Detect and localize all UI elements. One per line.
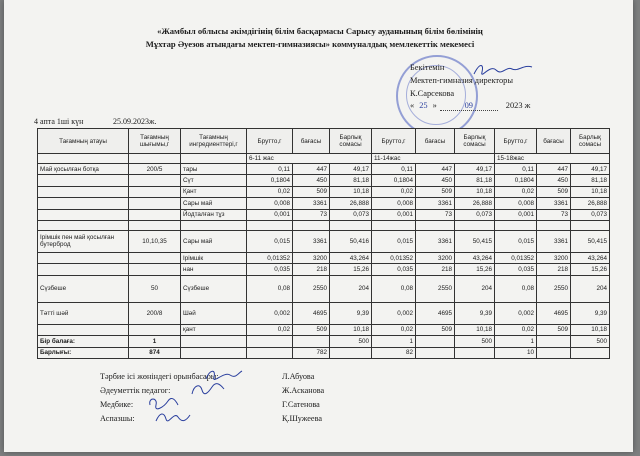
table-cell: 0,002: [495, 302, 537, 324]
table-cell: 50,415: [455, 230, 495, 252]
table-cell: 0,02: [372, 186, 416, 197]
table-row: [38, 220, 610, 230]
table-cell: [129, 324, 181, 335]
table-cell: 0,11: [247, 164, 293, 175]
table-cell: 0,073: [571, 209, 610, 220]
table-cell: [372, 220, 416, 230]
table-cell: 450: [537, 175, 571, 186]
col-header: бағасы: [293, 129, 330, 154]
table-cell: [129, 186, 181, 197]
table-cell: 450: [293, 175, 330, 186]
table-cell: 82: [372, 347, 416, 358]
table-cell: 0,015: [247, 230, 293, 252]
table-cell: [416, 220, 455, 230]
table-cell: 73: [293, 209, 330, 220]
table-cell: 0,008: [247, 198, 293, 209]
table-cell: [537, 336, 571, 347]
table-cell: 0,001: [247, 209, 293, 220]
table-cell: тары: [181, 164, 247, 175]
table-cell: 0,01352: [372, 252, 416, 263]
table-cell: 0,08: [495, 275, 537, 302]
date-year: 2023 ж: [505, 101, 531, 110]
table-cell: 50,415: [571, 230, 610, 252]
table-cell: 2550: [293, 275, 330, 302]
table-cell: 509: [416, 324, 455, 335]
table-row: [38, 198, 610, 209]
table-cell: 0,035: [372, 264, 416, 275]
table-cell: 782: [293, 347, 330, 358]
table-row: [38, 164, 610, 175]
table-cell: 9,39: [455, 302, 495, 324]
table-cell: 10: [495, 347, 537, 358]
table-cell: 9,39: [330, 302, 372, 324]
table-cell: 73: [537, 209, 571, 220]
col-header: Брутто,г: [372, 129, 416, 154]
table-cell: [247, 220, 293, 230]
approval-label: Бекітемін: [410, 63, 445, 72]
table-cell: 73: [416, 209, 455, 220]
table-cell: 509: [537, 324, 571, 335]
table-cell: 0,008: [372, 198, 416, 209]
table-cell: 218: [416, 264, 455, 275]
table-cell: [181, 220, 247, 230]
table-cell: 10,18: [330, 186, 372, 197]
table-header-row: [38, 129, 610, 154]
table-cell: 26,888: [330, 198, 372, 209]
approval-date: [410, 101, 530, 111]
table-row: [38, 264, 610, 275]
table-cell: Барлығы:: [38, 347, 129, 358]
table-cell: [38, 252, 129, 263]
table-cell: 1: [372, 336, 416, 347]
table-cell: 15,26: [455, 264, 495, 275]
table-cell: 0,015: [495, 230, 537, 252]
table-cell: Сары май: [181, 198, 247, 209]
header-line-1: «Жамбыл облысы әкімдігінің білім басқармасы Сарысу ауданының білім бөлімінің: [157, 26, 483, 36]
age-group-label: 15-18жас: [495, 154, 610, 164]
table-cell: 2550: [416, 275, 455, 302]
table-cell: [455, 347, 495, 358]
table-cell: [38, 209, 129, 220]
table-cell: Ірімшік: [181, 252, 247, 263]
table-cell: Тәтті шәй: [38, 302, 129, 324]
table-cell: [416, 336, 455, 347]
table-cell: [537, 347, 571, 358]
table-cell: [129, 252, 181, 263]
table-cell: 26,888: [455, 198, 495, 209]
table-cell: 0,08: [247, 275, 293, 302]
table-cell: 218: [293, 264, 330, 275]
table-cell: [455, 220, 495, 230]
document-page: [4, 0, 633, 452]
table-row: [38, 175, 610, 186]
date-month: 09: [440, 101, 498, 111]
table-cell: 0,073: [455, 209, 495, 220]
table-row: [38, 230, 610, 252]
table-cell: 0,073: [330, 209, 372, 220]
col-header: Тағамның шығымы,г: [129, 129, 181, 154]
table-cell: Сары май: [181, 230, 247, 252]
table-cell: 500: [330, 336, 372, 347]
table-row: [38, 275, 610, 302]
pedagogue-signature: [190, 381, 226, 397]
table-cell: [38, 186, 129, 197]
table-cell: [247, 347, 293, 358]
table-cell: [38, 198, 129, 209]
table-cell: 1: [495, 336, 537, 347]
table-cell: 49,17: [330, 164, 372, 175]
signature-name: Г.Сатенова: [282, 400, 320, 409]
table-cell: [129, 220, 181, 230]
table-row: [38, 347, 610, 358]
col-header: Барлық сомасы: [571, 129, 610, 154]
table-cell: 15,26: [330, 264, 372, 275]
table-cell: Ірімшік пен май қосылған бутерброд: [38, 230, 129, 252]
table-cell: 447: [537, 164, 571, 175]
table-cell: 4695: [537, 302, 571, 324]
table-cell: 10,18: [455, 324, 495, 335]
table-row: [38, 209, 610, 220]
table-cell: 43,264: [330, 252, 372, 263]
table-cell: [129, 175, 181, 186]
table-cell: 10,18: [571, 324, 610, 335]
table-cell: [537, 220, 571, 230]
table-cell: қант: [181, 324, 247, 335]
date-day: 25: [419, 101, 428, 110]
table-cell: [38, 264, 129, 275]
col-header: Тағамның атауы: [38, 129, 129, 154]
table-row: [38, 336, 610, 347]
table-cell: Сүзбеше: [38, 275, 129, 302]
age-group-row: [38, 154, 610, 164]
table-cell: 204: [571, 275, 610, 302]
table-cell: нан: [181, 264, 247, 275]
week-day-label: 4 апта 1ші күн: [34, 117, 84, 126]
table-cell: [416, 347, 455, 358]
table-cell: 0,1804: [495, 175, 537, 186]
table-cell: 509: [293, 186, 330, 197]
table-cell: 509: [416, 186, 455, 197]
table-cell: 10,18: [455, 186, 495, 197]
table-cell: [181, 347, 247, 358]
table-cell: 874: [129, 347, 181, 358]
table-cell: 4695: [293, 302, 330, 324]
table-cell: 0,1804: [372, 175, 416, 186]
table-cell: 0,035: [495, 264, 537, 275]
table-cell: 3361: [537, 230, 571, 252]
table-row: [38, 186, 610, 197]
table-cell: 43,264: [571, 252, 610, 263]
approval-name: К.Сарсекова: [410, 89, 455, 98]
table-cell: 9,39: [571, 302, 610, 324]
table-cell: 218: [537, 264, 571, 275]
table-cell: 49,17: [455, 164, 495, 175]
signature-role: Аспазшы:: [100, 414, 135, 423]
table-cell: [38, 324, 129, 335]
table-cell: 200/5: [129, 164, 181, 175]
table-cell: 0,1804: [247, 175, 293, 186]
table-cell: 10,18: [330, 324, 372, 335]
table-cell: 43,264: [455, 252, 495, 263]
table-cell: 0,01352: [247, 252, 293, 263]
table-cell: [330, 347, 372, 358]
table-cell: 0,001: [372, 209, 416, 220]
signature-name: Л.Абуова: [282, 372, 315, 381]
table-cell: 509: [537, 186, 571, 197]
table-cell: 2550: [537, 275, 571, 302]
table-cell: 450: [416, 175, 455, 186]
signature-role: Әдеуметтік педагог:: [100, 386, 171, 395]
table-cell: [129, 198, 181, 209]
table-cell: 0,02: [247, 324, 293, 335]
table-cell: [129, 264, 181, 275]
table-cell: 81,18: [571, 175, 610, 186]
table-cell: 500: [455, 336, 495, 347]
table-cell: [571, 347, 610, 358]
table-cell: 49,17: [571, 164, 610, 175]
table-cell: Май қосылған ботқа: [38, 164, 129, 175]
table-cell: 0,001: [495, 209, 537, 220]
col-header: Барлық сомасы: [330, 129, 372, 154]
table-cell: 3361: [293, 230, 330, 252]
table-cell: [247, 336, 293, 347]
table-cell: 0,01352: [495, 252, 537, 263]
table-cell: 0,02: [495, 324, 537, 335]
table-cell: 3361: [416, 198, 455, 209]
table-cell: [293, 220, 330, 230]
col-header: Барлық сомасы: [455, 129, 495, 154]
table-row: [38, 324, 610, 335]
table-cell: [571, 220, 610, 230]
age-group-label: 11-14жас: [372, 154, 495, 164]
table-cell: 3361: [416, 230, 455, 252]
table-cell: 10,10,35: [129, 230, 181, 252]
table-cell: 0,02: [372, 324, 416, 335]
date-open-quote: «: [410, 101, 415, 110]
table-cell: 3200: [537, 252, 571, 263]
table-cell: 204: [330, 275, 372, 302]
signature-name: Ж.Асканова: [282, 386, 325, 395]
table-cell: 4695: [416, 302, 455, 324]
table-cell: [129, 209, 181, 220]
table-cell: 3200: [293, 252, 330, 263]
table-cell: 81,18: [330, 175, 372, 186]
table-cell: 1: [129, 336, 181, 347]
col-header: Тағамның ингредиенттері,г: [181, 129, 247, 154]
signature-role: Тәрбие ісі жөніндегі орынбасары:: [100, 372, 219, 381]
table-cell: 204: [455, 275, 495, 302]
table-cell: 0,002: [247, 302, 293, 324]
table-cell: [330, 220, 372, 230]
table-cell: 0,002: [372, 302, 416, 324]
table-cell: Сүзбеше: [181, 275, 247, 302]
date-close-quote: »: [432, 101, 437, 110]
table-cell: 81,18: [455, 175, 495, 186]
header-line-2: Мұхтар Әуезов атындағы мектеп-гимназиясы» коммуналдық мемлекеттік мекемесі: [145, 39, 475, 49]
table-cell: 50: [129, 275, 181, 302]
approval-position: Мектеп-гимназия директоры: [410, 76, 513, 85]
table-cell: Бір балаға:: [38, 336, 129, 347]
table-cell: 10,18: [571, 186, 610, 197]
table-cell: Сүт: [181, 175, 247, 186]
col-header: Брутто,г: [495, 129, 537, 154]
table-cell: [495, 220, 537, 230]
table-cell: Шәй: [181, 302, 247, 324]
table-cell: 447: [293, 164, 330, 175]
cook-signature: [154, 409, 192, 425]
col-header: Брутто,г: [247, 129, 293, 154]
table-cell: [38, 175, 129, 186]
table-cell: 0,11: [372, 164, 416, 175]
table-cell: 509: [293, 324, 330, 335]
col-header: бағасы: [537, 129, 571, 154]
table-cell: 447: [416, 164, 455, 175]
table-cell: 50,416: [330, 230, 372, 252]
age-group-label: 6-11 жас: [247, 154, 372, 164]
table-cell: Қант: [181, 186, 247, 197]
table-cell: [293, 336, 330, 347]
table-cell: 0,035: [247, 264, 293, 275]
table-cell: 15,26: [571, 264, 610, 275]
table-cell: 3200: [416, 252, 455, 263]
table-cell: 3361: [537, 198, 571, 209]
menu-table-body: [38, 164, 610, 359]
table-cell: 0,02: [495, 186, 537, 197]
table-cell: [181, 336, 247, 347]
menu-table: [37, 128, 610, 359]
table-cell: 26,888: [571, 198, 610, 209]
table-cell: 3361: [293, 198, 330, 209]
table-row: [38, 302, 610, 324]
col-header: бағасы: [416, 129, 455, 154]
table-cell: 200/8: [129, 302, 181, 324]
table-cell: [38, 220, 129, 230]
signature-role: Медбике:: [100, 400, 134, 409]
table-cell: 500: [571, 336, 610, 347]
menu-date: 25.09.2023ж.: [113, 117, 157, 126]
table-cell: 0,015: [372, 230, 416, 252]
table-row: [38, 252, 610, 263]
table-cell: Йодталған тұз: [181, 209, 247, 220]
table-cell: 0,008: [495, 198, 537, 209]
signature-name: Қ.Шужеева: [282, 414, 322, 423]
table-cell: 0,02: [247, 186, 293, 197]
table-cell: 0,08: [372, 275, 416, 302]
table-cell: 0,11: [495, 164, 537, 175]
